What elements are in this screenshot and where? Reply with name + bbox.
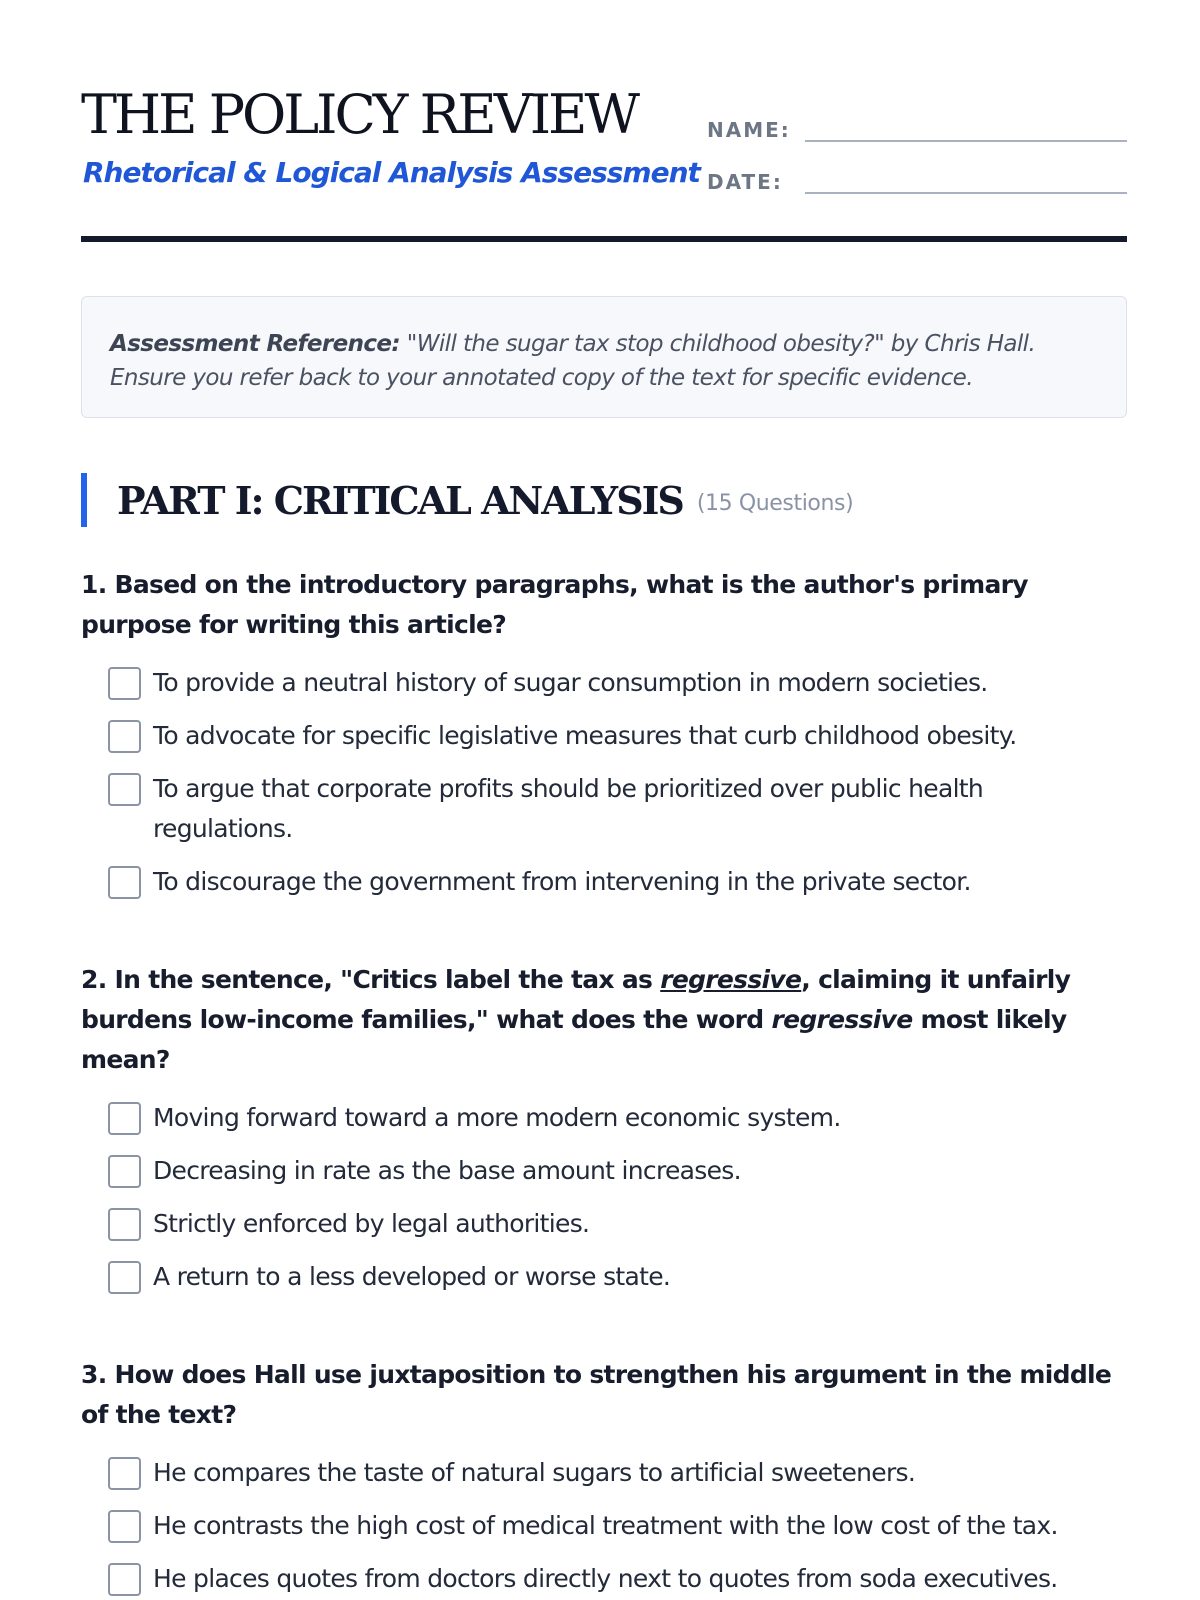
reference-box xyxy=(81,296,1127,418)
vocab-term: regressive xyxy=(660,965,802,994)
answer-option[interactable] xyxy=(108,1098,1127,1138)
reference-label: Assessment Reference: xyxy=(110,331,401,357)
question-1 xyxy=(81,565,1127,915)
header xyxy=(81,82,1127,242)
section-question-count: (15 Questions) xyxy=(696,490,854,516)
question-text: 1. Based on the introductory paragraphs, what is the author's primary purpose for writing this article? xyxy=(81,570,1028,639)
answer-checkbox[interactable] xyxy=(108,1457,141,1490)
date-input-line[interactable] xyxy=(805,158,1127,194)
name-field xyxy=(707,106,1127,142)
answer-checkbox[interactable] xyxy=(108,1563,141,1596)
answer-text: To provide a neutral history of sugar consumption in modern societies. xyxy=(153,668,988,697)
answer-text: A return to a less developed or worse state. xyxy=(153,1262,671,1291)
answer-checkbox[interactable] xyxy=(108,866,141,899)
answer-checkbox[interactable] xyxy=(108,1102,141,1135)
answer-checkbox[interactable] xyxy=(108,1261,141,1294)
question-text: 3. How does Hall use juxtaposition to strengthen his argument in the middle of the text? xyxy=(81,1360,1112,1429)
answer-text: Moving forward toward a more modern economic system. xyxy=(153,1103,841,1132)
answer-text: He compares the taste of natural sugars to artificial sweeteners. xyxy=(153,1458,916,1487)
section-header xyxy=(81,473,853,527)
answer-options xyxy=(81,663,1127,902)
answer-options xyxy=(81,1453,1127,1599)
date-field xyxy=(707,158,1127,194)
answer-text: To advocate for specific legislative measures that curb childhood obesity. xyxy=(153,721,1017,750)
answer-option[interactable] xyxy=(108,716,1127,756)
question-text xyxy=(81,960,1127,1080)
answer-text: Decreasing in rate as the base amount increases. xyxy=(153,1156,741,1185)
question-3 xyxy=(81,1355,1127,1600)
answer-checkbox[interactable] xyxy=(108,1208,141,1241)
answer-text: He contrasts the high cost of medical treatment with the low cost of the tax. xyxy=(153,1511,1058,1540)
answer-option[interactable] xyxy=(108,1151,1127,1191)
answer-option[interactable] xyxy=(108,862,1127,902)
question-text-part: 2. In the sentence, "Critics label the tax as xyxy=(81,965,661,994)
masthead-title: THE POLICY REVIEW xyxy=(81,83,637,146)
question-text-part: most likely mean? xyxy=(81,1005,1067,1074)
assessment-subtitle: Rhetorical & Logical Analysis Assessment xyxy=(83,156,700,189)
answer-option[interactable] xyxy=(108,769,1127,849)
name-input-line[interactable] xyxy=(805,106,1127,142)
answer-text: He places quotes from doctors directly next to quotes from soda executives. xyxy=(153,1564,1058,1593)
name-label: NAME: xyxy=(707,118,791,142)
answer-option[interactable] xyxy=(108,663,1127,703)
answer-checkbox[interactable] xyxy=(108,1155,141,1188)
answer-option[interactable] xyxy=(108,1559,1127,1599)
answer-option[interactable] xyxy=(108,1453,1127,1493)
question-2 xyxy=(81,960,1127,1310)
answer-checkbox[interactable] xyxy=(108,667,141,700)
answer-option[interactable] xyxy=(108,1204,1127,1244)
answer-option[interactable] xyxy=(108,1506,1127,1546)
answer-text: Strictly enforced by legal authorities. xyxy=(153,1209,590,1238)
answer-option[interactable] xyxy=(108,1257,1127,1297)
date-label: DATE: xyxy=(707,170,783,194)
reference-text: "Will the sugar tax stop childhood obesity?" by Chris Hall. Ensure you refer back to your annotated copy of the text for specific evidence. xyxy=(110,331,1036,391)
section-title: PART I: CRITICAL ANALYSIS xyxy=(117,477,683,523)
section-accent-bar xyxy=(81,473,87,527)
answer-options xyxy=(81,1098,1127,1297)
answer-checkbox[interactable] xyxy=(108,773,141,806)
header-divider xyxy=(81,236,1127,242)
answer-text: To discourage the government from intervening in the private sector. xyxy=(153,867,971,896)
answer-text: To argue that corporate profits should be prioritized over public health regulations. xyxy=(153,774,984,843)
answer-checkbox[interactable] xyxy=(108,1510,141,1543)
question-text-part: , claiming it unfairly burdens low-income families," what does the word xyxy=(81,965,1071,1034)
vocab-term: regressive xyxy=(771,1005,913,1034)
answer-checkbox[interactable] xyxy=(108,720,141,753)
